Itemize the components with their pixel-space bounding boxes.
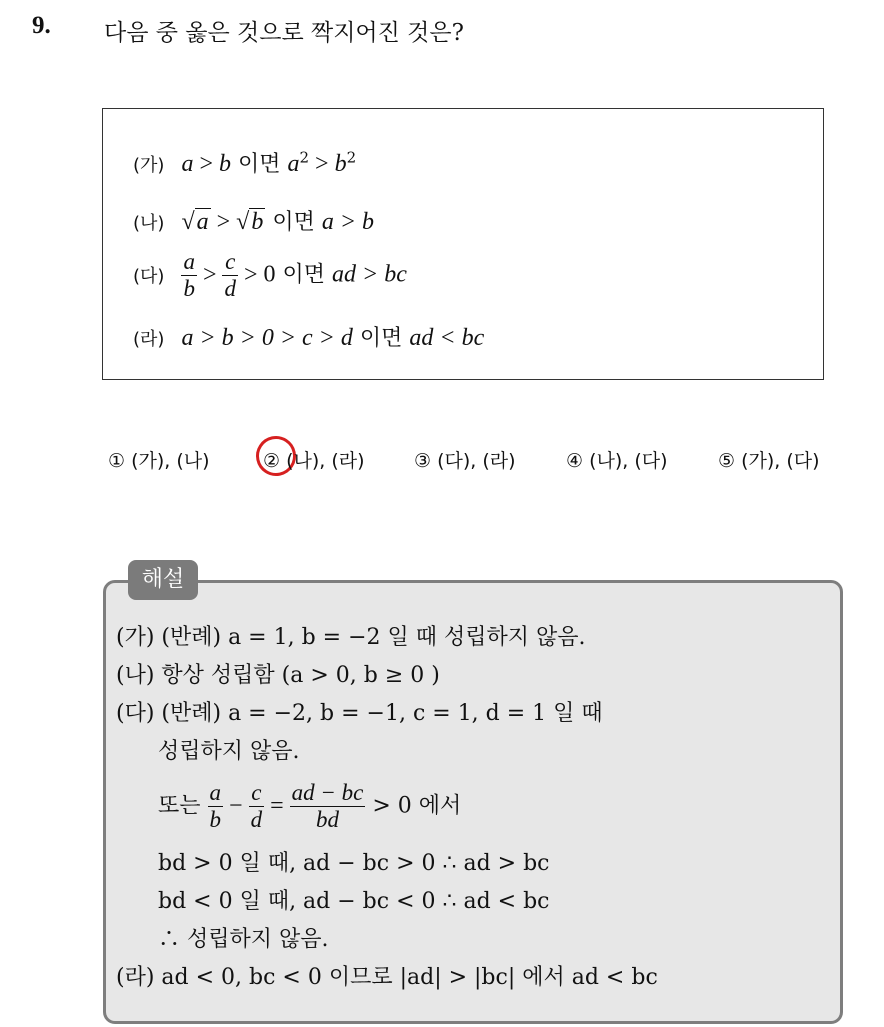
- explanation-line: bd > 0 일 때, ad − bc > 0 ∴ ad > bc: [158, 851, 550, 876]
- choice-3[interactable]: ③ (다), (라): [414, 450, 516, 472]
- statement-da: (다) $\frac{a}{b}$ > $\frac{c}{d}$ > 0 이면 ad > bc: [133, 249, 407, 301]
- choice-2[interactable]: ② (나), (라): [263, 450, 365, 472]
- choice-5[interactable]: ⑤ (가), (다): [718, 450, 820, 472]
- explanation-line: 성립하지 않음.: [158, 739, 300, 764]
- question-number: 9.: [32, 12, 51, 39]
- statement-ga: (가) a > b 이면 $a^2 > b^2$: [133, 148, 357, 177]
- choice-1[interactable]: ① (가), (나): [108, 450, 210, 472]
- explanation-line: (나) 항상 성립함 (a > 0, b ≥ 0 ): [116, 663, 440, 688]
- explanation-formula: 또는 $\frac{a}{b}$ − $\frac{c}{d}$ = $\frac{ad - bc}{bd}$ > 0 에서: [158, 780, 462, 832]
- answer-choices: [108, 446, 828, 480]
- statement-na: (나) √a > √b 이면 a > b: [133, 209, 375, 235]
- explanation-line: (다) (반례) a = −2, b = −1, c = 1, d = 1 일 때: [116, 701, 603, 726]
- choice-4[interactable]: ④ (나), (다): [566, 450, 668, 472]
- explanation-line: (라) ad < 0, bc < 0 이므로 |ad| > |bc| 에서 ad < bc: [116, 965, 658, 990]
- explanation-label: 해설: [128, 560, 198, 600]
- explanation-line: ∴ 성립하지 않음.: [158, 927, 329, 952]
- statement-ra: (라) a > b > 0 > c > d 이면 ad < bc: [133, 325, 485, 351]
- statements-box: [102, 108, 824, 380]
- explanation-line: (가) (반례) a = 1, b = −2 일 때 성립하지 않음.: [116, 625, 586, 650]
- explanation-line: bd < 0 일 때, ad − bc < 0 ∴ ad < bc: [158, 889, 550, 914]
- question-text: 다음 중 옳은 것으로 짝지어진 것은?: [104, 20, 464, 46]
